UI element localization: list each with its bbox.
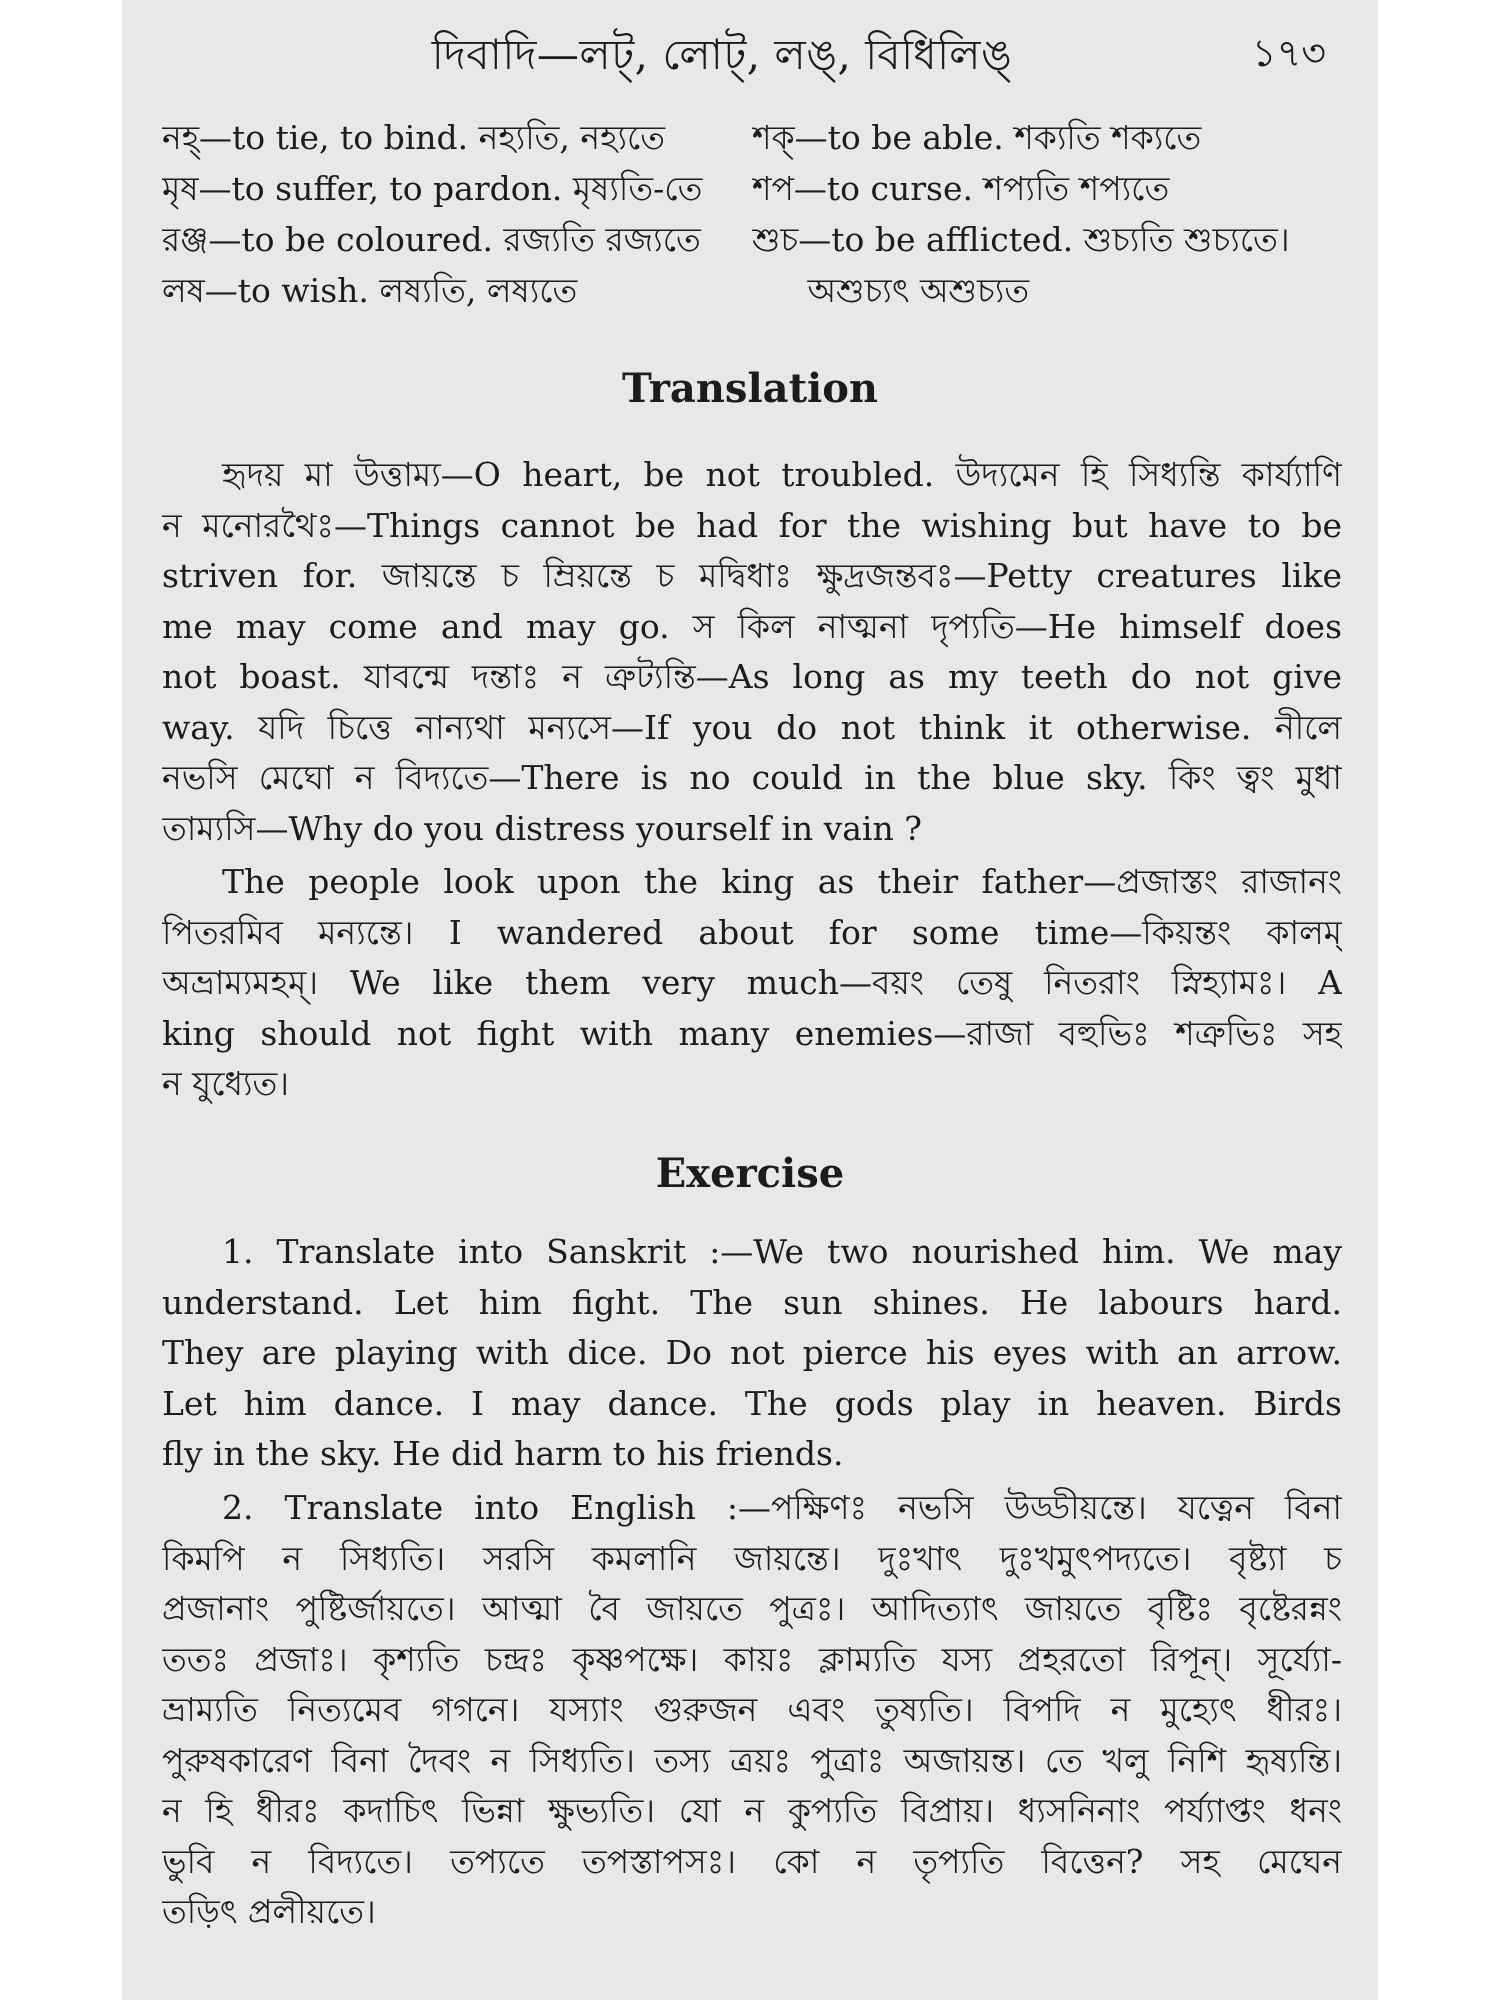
exercise-question-1	[162, 1227, 1342, 1480]
vocab-entry-right: শুচ—to be afflicted. শুচ্যতি শুচ্যতে।	[752, 220, 1290, 259]
text-line: 2. Translate into English :—পক্ষিণঃ নভসি উড্ডীয়ন্তে। যত্নেন বিনা	[222, 1488, 1342, 1527]
vocab-row	[162, 214, 1352, 265]
text-line: Let him dance. I may dance. The gods play in heaven. Birds	[162, 1383, 1342, 1423]
text-line: ততঃ প্রজাঃ। কৃশ্যতি চন্দ্রঃ কৃষ্ণপক্ষে। কায়ঃ ক্লাম্যতি যস্য প্রহরতো রিপূন্। সূর্য্যো-	[162, 1639, 1342, 1679]
vocab-entry-right: অশুচ্যৎ অশুচ্যত	[807, 271, 1030, 310]
vocab-entry-right: শপ—to curse. শপ্যতি শপ্যতে	[752, 169, 1170, 208]
page-header	[122, 22, 1378, 82]
text-line: ন যুধ্যেত।	[162, 1064, 290, 1103]
vocab-row	[162, 265, 1352, 316]
running-head: দিবাদি—লট্, লোট্, লঙ্, বিধিলিঙ্	[431, 30, 1013, 79]
vocab-entry-right: শক্—to be able. শক্যতি শক্যতে	[752, 118, 1202, 157]
vocab-entry-left: নহ্—to tie, to bind. নহ্যতি, নহ্যতে	[162, 118, 666, 157]
text-line: তড়িৎ প্রলীয়তে।	[162, 1892, 376, 1931]
text-line: অভ্রাম্যমহম্। We like them very much—বয়ং তেষু নিতরাং স্নিহ্যামঃ। A	[162, 963, 1342, 1002]
text-line: king should not fight with many enemies—রাজা বহুভিঃ শত্রুভিঃ সহ	[162, 1013, 1342, 1053]
translation-paragraph-2	[162, 857, 1342, 1110]
text-line: understand. Let him fight. The sun shines. He labours hard.	[162, 1282, 1342, 1322]
text-line: not boast. যাবন্মে দন্তাঃ ন ত্রুট্যন্তি—As long as my teeth do not give	[162, 657, 1342, 696]
text-line: fly in the sky. He did harm to his friends.	[162, 1434, 844, 1473]
book-page	[122, 0, 1378, 2000]
text-line: কিমপি ন সিধ্যতি। সরসি কমলানি জায়ন্তে। দুঃখাৎ দুঃখমুৎপদ্যতে। বৃষ্ট্যা চ	[162, 1538, 1342, 1578]
vocab-entry-left: লষ—to wish. লষ্যতি, লষ্যতে	[162, 271, 578, 310]
vocabulary-list	[162, 112, 1352, 316]
text-line: way. যদি চিত্তে নান্যথা মন্যসে—If you do not think it otherwise. নীলে	[162, 707, 1342, 747]
text-line: striven for. জায়ন্তে চ ম্রিয়ন্তে চ মদ্বিধাঃ ক্ষুদ্রজন্তবঃ—Petty creatures like	[162, 556, 1342, 595]
text-line: হৃদয় মা উত্তাম্য—O heart, be not troubled. উদ্যমেন হি সিধ্যন্তি কার্য্যাণি	[222, 455, 1342, 494]
text-line: ন হি ধীরঃ কদাচিৎ ভিন্না ক্ষুভ্যতি। যো ন কুপ্যতি বিপ্রায়। ধ্যসনিনাং পর্য্যাপ্তং ধনং	[162, 1791, 1342, 1830]
text-line: me may come and may go. স কিল নাত্মনা দৃপ্যতি—He himself does	[162, 606, 1342, 646]
translation-heading: Translation	[622, 365, 878, 412]
text-line: ভুবি ন বিদ্যতে। তপ্যতে তপস্তাপসঃ। কো ন তৃপ্যতি বিত্তেন? সহ মেঘেন	[162, 1841, 1342, 1881]
vocab-row	[162, 112, 1352, 163]
vocab-entry-left: মৃষ—to suffer, to pardon. মৃষ্যতি-তে	[162, 169, 703, 208]
text-line: 1. Translate into Sanskrit :—We two nourished him. We may	[222, 1232, 1342, 1271]
text-line: পুরুষকারেণ বিনা দৈবং ন সিধ্যতি। তস্য ত্রয়ঃ পুত্রাঃ অজায়ন্ত। তে খলু নিশি হৃষ্যন্তি।	[162, 1740, 1342, 1780]
text-line: ভ্রাম্যতি নিত্যমেব গগনে। যস্যাং গুরুজন এবং তুষ্যতি। বিপদি ন মুহ্যেৎ ধীরঃ।	[162, 1690, 1342, 1729]
text-line: ন মনোরথৈঃ—Things cannot be had for the wishing but have to be	[162, 505, 1342, 545]
text-line: পিতরমিব মন্যন্তে। I wandered about for some time—কিয়ন্তং কালম্	[162, 912, 1342, 952]
exercise-question-2	[162, 1483, 1342, 1938]
text-line: প্রজানাং পুষ্টির্জায়তে। আত্মা বৈ জায়তে পুত্রঃ। আদিত্যাৎ জায়তে বৃষ্টিঃ বৃষ্টেরন্নং	[162, 1589, 1342, 1628]
vocab-row	[162, 163, 1352, 214]
vocab-entry-left: রঞ্জ—to be coloured. রজ্যতি রজ্যতে	[162, 220, 701, 259]
text-line: They are playing with dice. Do not pierce his eyes with an arrow.	[162, 1333, 1342, 1372]
page-number: ১৭৩	[1251, 31, 1326, 75]
text-line: The people look upon the king as their father—প্রজাস্তং রাজানং	[222, 862, 1342, 901]
translation-paragraph-1	[162, 450, 1342, 854]
exercise-heading: Exercise	[655, 1150, 845, 1197]
text-line: নভসি মেঘো ন বিদ্যতে—There is no could in the blue sky. কিং ত্বং মুধা	[162, 758, 1342, 797]
text-line: তাম্যসি—Why do you distress yourself in vain ?	[162, 808, 922, 848]
